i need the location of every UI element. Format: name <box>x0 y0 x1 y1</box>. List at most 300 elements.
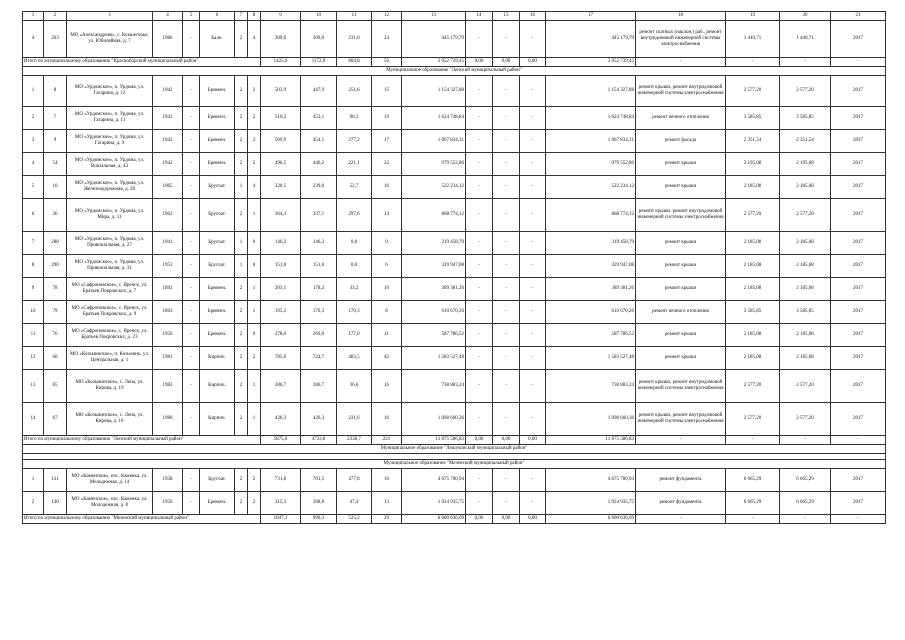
table-cell: 2 351,54 <box>726 130 780 153</box>
table-cell: 9 <box>44 130 67 153</box>
table-cell: 6 665,29 <box>726 492 780 515</box>
total-cell: - <box>831 58 886 67</box>
table-cell: МО «Сафроновское», с. Яренск, ул. Братьев Покровских, д. 7 <box>67 278 153 301</box>
table-cell: ремонт фундамента <box>636 469 726 492</box>
table-cell: 2 185,08 <box>726 324 780 347</box>
table-cell: 4 <box>248 21 261 58</box>
section-row <box>23 460 886 469</box>
table-cell: 2 <box>235 492 248 515</box>
table-cell: МО «Александрово», с. Кукшегорье, ул. Юбилейная, д. 7 <box>67 21 153 58</box>
table-cell: 2 577,20 <box>780 403 831 436</box>
table-cell: 1 <box>235 232 248 255</box>
column-number: 12 <box>372 12 402 21</box>
table-cell: 587 786,52 <box>546 324 636 347</box>
table-cell: 2017 <box>831 469 886 492</box>
table-cell: 724,7 <box>301 347 337 370</box>
table-cell: 2 <box>235 301 248 324</box>
table-cell: - <box>493 255 520 278</box>
table-cell: Бревенч. <box>200 107 235 130</box>
table-cell: 2017 <box>831 199 886 232</box>
table-cell: 1863 <box>153 301 183 324</box>
table-cell: 195,2 <box>261 301 301 324</box>
table-cell: - <box>493 492 520 515</box>
table-cell: 337,1 <box>301 199 337 232</box>
total-cell: 804,0 <box>337 58 372 67</box>
table-cell: Брусчат. <box>200 232 235 255</box>
total-cell: 0,00 <box>466 515 493 524</box>
total-cell: 0,00 <box>520 58 546 67</box>
table-cell: - <box>493 153 520 176</box>
table-cell: 16 <box>372 176 402 199</box>
table-body <box>23 12 886 524</box>
table-cell: - <box>183 107 200 130</box>
table-cell: 477,8 <box>337 469 372 492</box>
table-cell: 426,3 <box>261 403 301 436</box>
table-cell: 453,1 <box>301 107 337 130</box>
total-cell: - <box>780 436 831 445</box>
table-cell: 1 067 834,31 <box>402 130 466 153</box>
table-cell: - <box>520 199 546 232</box>
table-cell: 1 154 327,88 <box>402 76 466 107</box>
table-cell: - <box>493 469 520 492</box>
table-cell: 2 185,08 <box>780 324 831 347</box>
table-cell: 17 <box>372 130 402 153</box>
table-cell: 8 <box>44 76 67 107</box>
table-cell: - <box>466 76 493 107</box>
table-cell: 5 <box>23 176 44 199</box>
table-cell: 2017 <box>831 324 886 347</box>
table-cell: 2017 <box>831 107 886 130</box>
table-cell: МО «Каменское», пос. Каменка, ул. Молодежная, д. 14 <box>67 469 153 492</box>
table-cell: Кирпич. <box>200 347 235 370</box>
table-cell: 3 585,85 <box>780 107 831 130</box>
table-cell: 587 786,52 <box>402 324 466 347</box>
table-cell: 738 883,24 <box>402 370 466 403</box>
table-cell: 146,2 <box>261 232 301 255</box>
table-cell: Бревенч. <box>200 278 235 301</box>
table-cell: - <box>520 232 546 255</box>
table-cell: 2 577,20 <box>726 199 780 232</box>
table-cell: - <box>466 255 493 278</box>
table-cell: - <box>520 347 546 370</box>
table-cell: 1 440,71 <box>780 21 831 58</box>
total-row <box>23 515 886 524</box>
table-cell: 1 <box>23 76 44 107</box>
total-cell: 29 <box>372 515 402 524</box>
table-cell: - <box>493 76 520 107</box>
table-cell: 309,0 <box>261 21 301 58</box>
table-cell: - <box>493 176 520 199</box>
table-cell: 1 098 660,36 <box>402 403 466 436</box>
column-number: 2 <box>44 12 67 21</box>
table-cell: 8 <box>372 301 402 324</box>
table-row <box>23 403 886 436</box>
table-cell: 1 924 935,75 <box>402 492 466 515</box>
table-cell: 67 <box>44 403 67 436</box>
total-cell: 11 875 586,83 <box>546 436 636 445</box>
table-cell: 1981 <box>153 347 183 370</box>
table-cell: 151,0 <box>301 255 337 278</box>
table-cell: 24 <box>372 21 402 58</box>
table-cell: 203,1 <box>261 278 301 301</box>
table-cell: - <box>520 403 546 436</box>
table-cell: 2 <box>235 469 248 492</box>
table-cell: 2017 <box>831 370 886 403</box>
table-cell: 1962 <box>153 199 183 232</box>
table-cell: 2017 <box>831 301 886 324</box>
table-cell: ремонт крыши, ремонт внутридомовой инженерной системы электроснабжения <box>636 76 726 107</box>
table-cell: 52,7 <box>337 176 372 199</box>
table-cell: 15 <box>372 76 402 107</box>
table-cell: 389 381,26 <box>402 278 466 301</box>
table-cell: 4 675 700,94 <box>402 469 466 492</box>
table-cell: 1 <box>248 403 261 436</box>
table-cell: - <box>520 278 546 301</box>
table-cell: 22 <box>372 153 402 176</box>
table-cell: 3 585,85 <box>780 301 831 324</box>
table-cell: 79 <box>44 301 67 324</box>
table-cell: 2 195,08 <box>726 153 780 176</box>
table-cell: - <box>466 232 493 255</box>
table-cell: 0 <box>248 324 261 347</box>
total-cell: 0,00 <box>520 436 546 445</box>
table-cell: - <box>493 347 520 370</box>
table-cell: - <box>183 21 200 58</box>
table-cell: 2 185,08 <box>780 176 831 199</box>
table-cell: 239,0 <box>301 176 337 199</box>
total-cell: 0,00 <box>493 58 520 67</box>
table-cell: 2 577,20 <box>726 403 780 436</box>
total-cell: 1172,0 <box>301 58 337 67</box>
column-number: 13 <box>402 12 466 21</box>
table-cell: - <box>520 469 546 492</box>
table-cell: 146,2 <box>301 232 337 255</box>
table-cell: 0,0 <box>337 255 372 278</box>
table-cell: ремонт печного отопления <box>636 301 726 324</box>
table-cell: - <box>183 301 200 324</box>
table-cell: - <box>520 130 546 153</box>
table-cell: 1942 <box>153 130 183 153</box>
table-cell: Кирпич. <box>200 403 235 436</box>
table-cell: 10 <box>44 176 67 199</box>
column-number: 5 <box>183 12 200 21</box>
table-cell: 60 <box>44 347 67 370</box>
column-number: 16 <box>520 12 546 21</box>
table-cell: - <box>493 130 520 153</box>
table-row <box>23 278 886 301</box>
table-cell: 522 234,12 <box>402 176 466 199</box>
table-cell: 6 665,29 <box>726 469 780 492</box>
table-cell: - <box>466 301 493 324</box>
table-cell: - <box>466 130 493 153</box>
total-cell: 1425,0 <box>261 58 301 67</box>
table-cell: 2017 <box>831 403 886 436</box>
table-cell: 221,1 <box>337 153 372 176</box>
table-cell: 9 <box>23 278 44 301</box>
table-cell: 2017 <box>831 153 886 176</box>
table-cell: 231,0 <box>337 21 372 58</box>
table-cell: - <box>493 324 520 347</box>
table-cell: 290 <box>44 255 67 278</box>
table-cell: 2017 <box>831 21 886 58</box>
table-cell: ремонт крыши, ремонт внутридомовой инженерной системы электроснабжения <box>636 370 726 403</box>
table-cell: 3 <box>23 130 44 153</box>
table-cell: 4 675 700,94 <box>546 469 636 492</box>
table-cell: 483,5 <box>337 347 372 370</box>
table-cell: 447,9 <box>301 76 337 107</box>
table-cell: МО «Урдомское», п. Урдома, ул. Привокзальная, д. 27 <box>67 232 153 255</box>
table-cell: - <box>493 21 520 58</box>
table-cell: Бревенч. <box>200 324 235 347</box>
table-cell: 1 583 527,48 <box>546 347 636 370</box>
table-cell: 0 <box>248 255 261 278</box>
total-cell: - <box>636 436 726 445</box>
table-cell: 2 <box>235 130 248 153</box>
column-number: 14 <box>466 12 493 21</box>
table-cell: 2 <box>23 492 44 515</box>
table-cell: 9 <box>372 232 402 255</box>
table-cell: 14 <box>372 199 402 232</box>
section-row <box>23 67 886 76</box>
table-cell: 2017 <box>831 232 886 255</box>
table-cell: - <box>520 176 546 199</box>
total-cell: 0,00 <box>520 515 546 524</box>
table-cell: 610 670,26 <box>546 301 636 324</box>
table-cell: - <box>493 301 520 324</box>
table-cell: 2 <box>235 324 248 347</box>
table-row <box>23 130 886 153</box>
table-cell: 4 <box>248 176 261 199</box>
section-row <box>23 445 886 454</box>
table-row <box>23 370 886 403</box>
table-cell: 320,5 <box>261 176 301 199</box>
table-cell: 6 665,29 <box>780 469 831 492</box>
total-cell: 990,3 <box>301 515 337 524</box>
table-cell: - <box>493 370 520 403</box>
table-cell: 16 <box>372 403 402 436</box>
table-cell: 0 <box>248 232 261 255</box>
table-cell: - <box>520 153 546 176</box>
table-row <box>23 255 886 278</box>
table-cell: 785,0 <box>261 347 301 370</box>
table-cell: ремонт крыши, ремонт внутридомовой инженерной системы электроснабжения <box>636 199 726 232</box>
table-cell: 98,3 <box>337 107 372 130</box>
table-cell: МО «Урдомское», п. Урдома, ул. Гагарина, д. 9 <box>67 130 153 153</box>
table-row <box>23 232 886 255</box>
table-cell: 151,0 <box>261 255 301 278</box>
total-cell: - <box>726 515 780 524</box>
table-cell: 10 <box>23 301 44 324</box>
table-cell: 2 185,08 <box>726 255 780 278</box>
table-cell: 2 <box>235 21 248 58</box>
table-cell: 445 179,79 <box>546 21 636 58</box>
column-number: 18 <box>636 12 726 21</box>
table-cell: 131 <box>44 469 67 492</box>
table-cell: 65 <box>44 370 67 403</box>
table-cell: - <box>183 199 200 232</box>
table-cell: 2 185,08 <box>726 176 780 199</box>
table-cell: 2 <box>248 347 261 370</box>
table-cell: - <box>466 278 493 301</box>
table-cell: 329 947,08 <box>546 255 636 278</box>
table-cell: ремонт скатных (наклон.) раб., ремонт внутридомовой инженерной системы электроснабжения <box>636 21 726 58</box>
table-cell: 2 <box>235 347 248 370</box>
total-label: Итого по муниципальному образованию "Ленский муниципальный район" <box>23 436 261 445</box>
section-title: Муниципальное образование "Мезенский муниципальный район" <box>23 460 886 469</box>
table-cell: МО «Каменское», пос. Каменка, ул. Молодежная, д. 8 <box>67 492 153 515</box>
total-cell: 6 600 636,69 <box>546 515 636 524</box>
table-row <box>23 107 886 130</box>
table-cell: 286,7 <box>301 370 337 403</box>
column-number: 9 <box>261 12 301 21</box>
table-cell: 2 <box>235 278 248 301</box>
total-cell: 6 600 636,69 <box>402 515 466 524</box>
table-cell: 2017 <box>831 347 886 370</box>
column-number: 19 <box>726 12 780 21</box>
table-cell: 2017 <box>831 492 886 515</box>
table-cell: - <box>466 153 493 176</box>
section-title: Муниципальное образование "Ленский муниципальный район" <box>23 67 886 76</box>
table-cell: 269,0 <box>301 324 337 347</box>
table-cell: 36 <box>44 199 67 232</box>
table-cell: МО «Урдомское», п. Урдома, ул. Гагарина, д. 11 <box>67 107 153 130</box>
table-cell: 389 381,26 <box>546 278 636 301</box>
table-cell: - <box>183 403 200 436</box>
table-cell: 2017 <box>831 130 886 153</box>
table-cell: 610 670,26 <box>402 301 466 324</box>
total-cell: 525,2 <box>337 515 372 524</box>
table-cell: - <box>466 21 493 58</box>
column-number: 6 <box>200 12 235 21</box>
table-cell: 2 <box>248 469 261 492</box>
table-cell: - <box>520 370 546 403</box>
section-title: Муниципальное образование "Лешуконский муниципальный район" <box>23 445 886 454</box>
table-cell: 2 <box>235 153 248 176</box>
table-cell: 2 <box>248 107 261 130</box>
table-cell: - <box>520 107 546 130</box>
total-cell: 3 952 739,45 <box>546 58 636 67</box>
table-cell: 445 179,79 <box>402 21 466 58</box>
total-cell: 0,00 <box>493 436 520 445</box>
table-cell: 2 <box>235 403 248 436</box>
table-cell: МО «Козьминское», с. Лена, ул. Кирова, д. 16 <box>67 403 153 436</box>
table-cell: - <box>183 347 200 370</box>
table-cell: 1958 <box>153 469 183 492</box>
table-cell: ремонт крыши, ремонт внутридомовой инженерной системы электроснабжения <box>636 403 726 436</box>
table-row <box>23 347 886 370</box>
table-row <box>23 469 886 492</box>
total-label: Итого по муниципальному образованию "Красноборский муниципальный район" <box>23 58 261 67</box>
table-cell: - <box>183 176 200 199</box>
table-cell: - <box>466 324 493 347</box>
total-cell: - <box>831 436 886 445</box>
table-cell: 2 <box>235 76 248 107</box>
table-cell: - <box>466 199 493 232</box>
table-cell: 1 067 834,31 <box>546 130 636 153</box>
total-cell: - <box>726 58 780 67</box>
table-cell: 1950 <box>153 492 183 515</box>
table-cell: 510,2 <box>261 107 301 130</box>
table-cell: ремонт крыши <box>636 278 726 301</box>
table-cell: ремонт крыши <box>636 324 726 347</box>
table-cell: - <box>183 232 200 255</box>
table-cell: 503,9 <box>261 76 301 107</box>
table-cell: 2 <box>235 370 248 403</box>
column-number: 10 <box>301 12 337 21</box>
total-cell: - <box>636 515 726 524</box>
table-cell: 2 <box>23 107 44 130</box>
table-cell: 6 665,29 <box>780 492 831 515</box>
table-cell: - <box>466 492 493 515</box>
table-cell: 8 <box>23 255 44 278</box>
table-cell: 509,9 <box>261 130 301 153</box>
table-cell: - <box>520 76 546 107</box>
total-cell: 2338,7 <box>337 436 372 445</box>
table-cell: Брусчат. <box>200 255 235 278</box>
table-cell: 2 <box>248 130 261 153</box>
table-cell: - <box>183 370 200 403</box>
table-cell: 319 458,79 <box>402 232 466 255</box>
table-cell: 2 185,08 <box>780 232 831 255</box>
table-cell: 2 195,08 <box>780 153 831 176</box>
table-cell: Бревенч. <box>200 153 235 176</box>
table-cell: 1 624 748,84 <box>546 107 636 130</box>
table-cell: 170,3 <box>301 301 337 324</box>
table-cell: 12 <box>23 347 44 370</box>
table-cell: - <box>466 403 493 436</box>
table-cell: - <box>183 469 200 492</box>
table-cell: ремонт печного отопления <box>636 107 726 130</box>
table-cell: 2 185,08 <box>726 278 780 301</box>
table-cell: - <box>466 370 493 403</box>
table-cell: 1982 <box>153 370 183 403</box>
table-cell: 1 <box>235 176 248 199</box>
table-cell: Бревенч. <box>200 76 235 107</box>
column-number: 3 <box>67 12 153 21</box>
table-cell: - <box>183 278 200 301</box>
table-cell: 277,2 <box>337 130 372 153</box>
table-cell: - <box>520 324 546 347</box>
table-cell: ремонт крыши <box>636 176 726 199</box>
column-number: 11 <box>337 12 372 21</box>
table-cell: 278,0 <box>261 324 301 347</box>
column-number: 4 <box>153 12 183 21</box>
table-row <box>23 324 886 347</box>
table-cell: 2 185,08 <box>780 255 831 278</box>
column-number: 17 <box>546 12 636 21</box>
table-cell: 54 <box>44 153 67 176</box>
table-row <box>23 492 886 515</box>
table-cell: - <box>183 324 200 347</box>
table-cell: 1941 <box>153 232 183 255</box>
table-cell: МО «Козьминское», п. Козьмино, ул. Центральная, д. 1 <box>67 347 153 370</box>
table-cell: 1 154 327,88 <box>546 76 636 107</box>
table-cell: 1 <box>248 370 261 403</box>
table-cell: ремонт крыши <box>636 153 726 176</box>
table-cell: 979 552,86 <box>402 153 466 176</box>
table-cell: 1942 <box>153 153 183 176</box>
table-cell: 1 098 660,36 <box>546 403 636 436</box>
column-number: 15 <box>493 12 520 21</box>
table-cell: 868 774,12 <box>546 199 636 232</box>
table-cell: 140 <box>44 492 67 515</box>
total-cell: 1047,1 <box>261 515 301 524</box>
table-cell: 3 585,85 <box>726 107 780 130</box>
table-cell: Брусчат. <box>200 199 235 232</box>
table-cell: - <box>520 255 546 278</box>
table-cell: 309,0 <box>301 21 337 58</box>
total-cell: - <box>831 515 886 524</box>
